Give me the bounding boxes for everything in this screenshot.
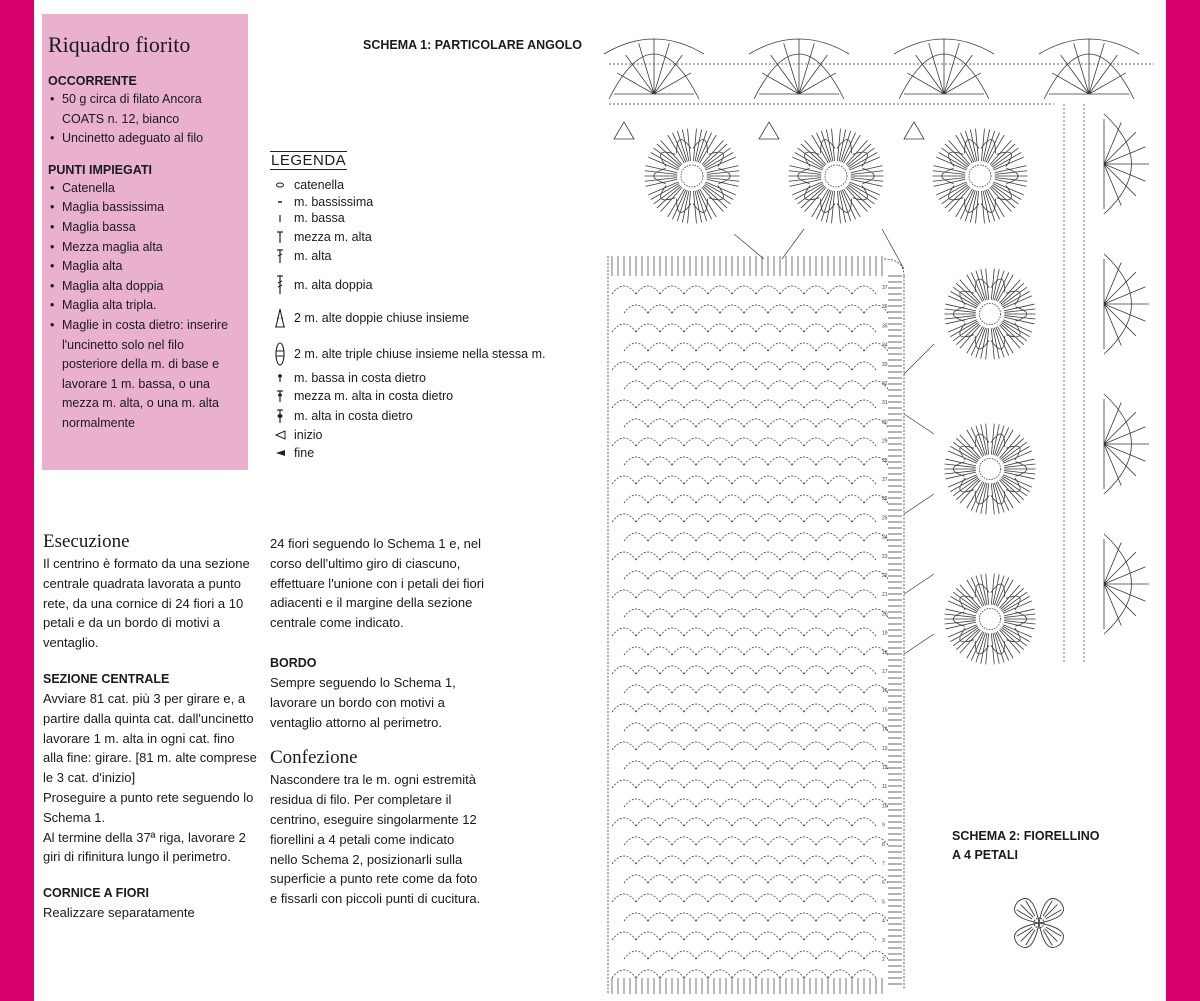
legend-item: m. alta doppia [270,275,373,295]
treble-crochet-icon [270,275,290,295]
schema1-title: SCHEMA 1: PARTICOLARE ANGOLO [363,38,582,52]
flower-petals [944,424,1035,515]
row-number: 13 [882,745,888,752]
row-number: 30 [882,419,888,426]
flower-center [681,165,703,187]
punti-heading: PUNTI IMPIEGATI [48,162,152,177]
sezione-text: Avviare 81 cat. più 3 per girare e, a partire dalla quinta cat. dall'uncinetto lavorare 1 m. alta in ogni cat. fino alla fine: girare. [81 m. alte comprese le 3 cat. d'inizio] [43,690,257,786]
start-markers [614,122,924,139]
legend-item: 2 m. alte triple chiuse insieme nella stessa m. [270,341,546,367]
start-arrow-icon [270,430,290,440]
occorrente-heading: OCCORRENTE [48,74,137,88]
flower-center [969,165,991,187]
row-number: 7 [882,861,885,867]
fan-border-right [1104,114,1149,634]
row-number: 9 [882,822,885,829]
flower-petals [944,269,1035,360]
fan-border-top [604,39,1139,99]
row-number: 26 [882,496,888,503]
list-item: • Maglie in costa dietro: inserire l'uncinetto solo nel filo posteriore della m. di base e lavorare 1 m. bassa, o una mezza m. alta, o una m. alta normalmente [48,316,240,434]
row-number: 32 [882,381,888,387]
treble-cluster-icon [270,307,290,329]
row-number: 10 [882,803,888,810]
row-number: 19 [882,630,888,637]
instructions-column-1 [43,530,258,923]
esecuzione-intro: Il centrino è formato da una sezione centrale quadrata lavorata a punto rete, da una cornice di 24 fiori a 10 petali e da un bordo di motivi a ventaglio. [43,556,250,651]
row-number: 16 [882,688,888,695]
legend-item: m. bassa [270,211,345,225]
list-item: • Mezza maglia alta [48,238,240,258]
legend-item: 2 m. alte doppie chiuse insieme [270,307,469,329]
flower-center [979,458,1000,479]
confezione-heading: Confezione [270,747,358,769]
double-crochet-icon [270,248,290,264]
legend-item: inizio [270,428,323,442]
row-number: 27 [882,477,888,483]
end-arrow-icon [270,448,290,458]
cornice-text: Realizzare separatamente [43,905,195,921]
list-item: • Maglia bassa [48,218,240,238]
slip-stitch-icon [270,198,290,206]
back-loop-hdc-icon [270,389,290,403]
legend-item: m. bassissima [270,195,373,209]
row-number: 34 [882,342,888,349]
list-item: • Maglia alta doppia [48,277,240,297]
flower-petals [645,129,740,224]
mesh-arches [612,286,888,978]
legend-item: mezza m. alta in costa dietro [270,389,453,403]
instructions-column-2 [270,534,485,909]
row-number: 31 [882,400,888,407]
row-number: 15 [882,707,888,714]
legend-item: fine [270,446,314,460]
materials-box [42,14,248,470]
legend-item: mezza m. alta [270,230,372,244]
flower-motif [944,424,1035,515]
flower-motif [645,129,740,224]
row-number: 36 [882,304,888,311]
back-loop-dc-icon [270,408,290,424]
punti-list [48,179,240,434]
sezione-heading: SEZIONE CENTRALE [43,671,170,686]
row-number: 3 [882,937,885,944]
bordo-heading: BORDO [270,655,317,670]
flower-motif [944,269,1035,360]
row-number: 24 [882,534,888,541]
row-number: 21 [882,592,888,599]
mesh-outline [608,256,904,994]
row-number: 22 [882,573,888,579]
legend-title: LEGENDA [271,152,347,169]
four-petal-flower-diagram [1004,888,1074,958]
list-item: • Maglia alta [48,257,240,277]
legend-item: m. alta [270,248,332,264]
flower-petals [933,129,1028,224]
triple-cluster-icon [270,341,290,367]
flower-motif [933,129,1028,224]
flower-center [825,165,847,187]
cornice-text: 24 fiori seguendo lo Schema 1 e, nel corso dell'ultimo giro di ciascuno, effettuare l'unione con i petali dei fiori adiacenti e il margine della sezione centrale come indicato. [270,536,484,631]
row-number: 23 [882,553,888,560]
row-number: 18 [882,649,888,656]
schema2-title: SCHEMA 2: FIORELLINO A 4 PETALI [952,829,1100,862]
row-number: 33 [882,361,888,368]
row-number: 2 [882,957,885,963]
row-number: 25 [882,515,888,522]
flower-center [979,608,1000,629]
right-border-chain [1064,104,1084,664]
mesh-net [612,286,888,978]
row-number: 12 [882,765,888,771]
legend-item: m. alta in costa dietro [270,408,413,424]
back-loop-sc-icon [270,373,290,383]
list-item: • Uncinetto adeguato al filo [48,129,240,149]
row-number: 5 [882,899,885,906]
row-number: 6 [882,880,885,887]
right-magenta-edge [1166,0,1200,1001]
flower-petals [789,129,884,224]
list-item: • Maglia alta tripla. [48,296,240,316]
row-number: 35 [882,323,888,330]
flower-motif [944,574,1035,665]
row-number: 17 [882,669,888,675]
legend [270,151,546,460]
list-item: • Catenella [48,179,240,199]
sezione-text: Proseguire a punto rete seguendo lo Schema 1. [43,789,254,825]
legend-item: m. bassa in costa dietro [270,371,426,385]
row-number: 11 [882,784,888,791]
confezione-text: Nascondere tra le m. ogni estremità residua di filo. Per completare il centrino, eseguire singolarmente 12 fiorellini a 4 petali come indicato nello Schema 2, posizionarli sulla superficie a punto rete come da foto e fissarli con piccoli punti di cucitura. [270,772,481,907]
left-magenta-edge [0,0,34,1001]
bordo-text: Sempre seguendo lo Schema 1, lavorare un bordo con motivi a ventaglio attorno al perimetro. [270,674,456,730]
list-item: • Maglia bassissima [48,198,240,218]
row-number: 37 [882,285,888,291]
border-stitch-rows [612,256,902,994]
row-number: 20 [882,611,888,618]
flower-petals [944,574,1035,665]
chain-stitch-icon [270,181,290,189]
row-number: 4 [882,918,885,925]
cornice-heading: CORNICE A FIORI [43,886,150,901]
four-petal-flower-shape [1015,899,1064,948]
sezione-text: Al termine della 37ª riga, lavorare 2 giri di rifinitura lungo il perimetro. [43,829,246,865]
single-crochet-icon [270,213,290,223]
row-number: 29 [882,438,888,445]
pattern-title: Riquadro fiorito [48,32,191,57]
row-number: 14 [882,726,888,733]
half-double-icon [270,230,290,244]
legend-item: catenella [270,178,344,192]
row-number: 28 [882,457,888,464]
flower-center [979,303,1000,324]
esecuzione-heading: Esecuzione [43,531,130,552]
flower-motif [789,129,884,224]
list-item: • 50 g circa di filato Ancora COATS n. 12, bianco [48,90,240,129]
occorrente-list [48,90,240,149]
row-number: 8 [882,841,885,848]
